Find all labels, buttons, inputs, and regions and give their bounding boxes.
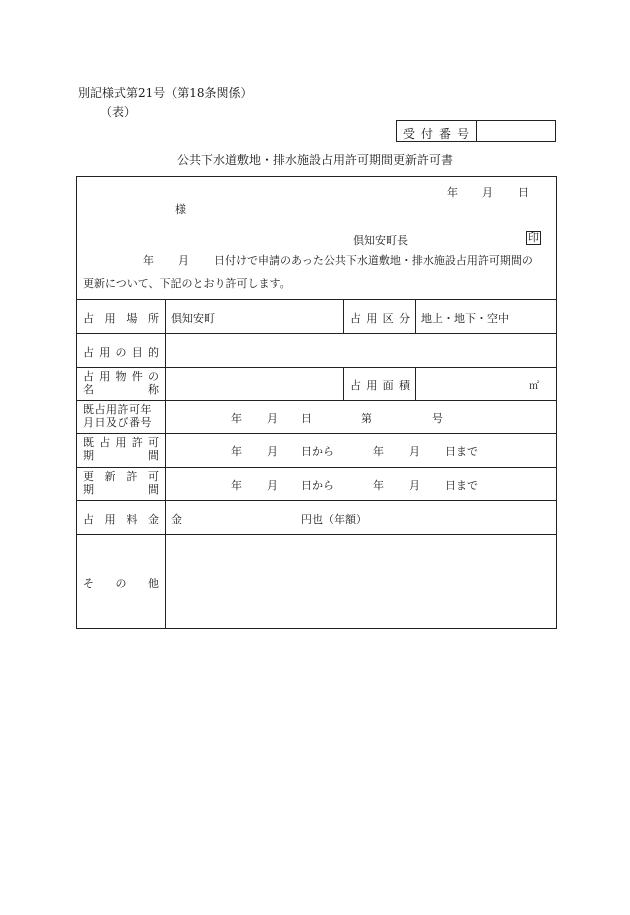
label-char: 用: [104, 312, 116, 325]
label-char: 積: [398, 379, 410, 392]
fee-label: [83, 511, 159, 527]
previous-from-year: 年: [231, 445, 242, 458]
label-char: 他: [148, 577, 159, 590]
label-char: 場: [126, 312, 138, 325]
form-reference: 別記様式第21号（第18条関係）: [78, 86, 253, 100]
previous-permit-day: 日: [301, 412, 312, 425]
renewal-to-month: 月: [409, 479, 420, 492]
issuer-name: 倶知安町長: [353, 234, 408, 247]
previous-permit-month: 月: [267, 412, 278, 425]
label-char: の: [115, 577, 127, 590]
other-field[interactable]: [166, 535, 555, 628]
label-char: そ: [83, 577, 94, 590]
previous-period-label-line2: [83, 449, 159, 462]
previous-period-label-line1: [83, 436, 159, 449]
label-char: 新: [104, 470, 116, 483]
label-char: の: [115, 346, 127, 359]
receipt-label-char: 番: [438, 127, 451, 141]
recipient-suffix: 様: [175, 203, 186, 216]
label-char: 称: [148, 383, 159, 396]
label-char: 占: [83, 370, 94, 383]
row-divider: [77, 433, 556, 434]
renewal-from-month: 月: [267, 479, 278, 492]
label-char: 区: [382, 312, 394, 325]
previous-to-month: 月: [409, 445, 420, 458]
label-char: 間: [148, 483, 159, 496]
notice-text-line2: 更新について、下記のとおり許可します。: [83, 277, 291, 290]
column-divider: [343, 299, 344, 333]
label-char: 分: [398, 312, 410, 325]
label-char: 名: [83, 383, 94, 396]
label-char: 既: [83, 436, 94, 449]
object-label-line1: [83, 370, 159, 383]
date-month-label: 月: [482, 186, 493, 199]
label-char: 所: [147, 312, 159, 325]
notice-text-line1: 日付けで申請のあった公共下水道敷地・排水施設占用許可期間の: [214, 254, 533, 267]
label-char: 的: [148, 346, 159, 359]
label-char: 占: [83, 513, 94, 526]
object-name-field[interactable]: [166, 368, 342, 399]
renewal-period-label-line2: [83, 483, 159, 496]
label-char: 用: [366, 379, 378, 392]
label-char: 期: [83, 449, 94, 462]
column-divider: [415, 367, 416, 400]
receipt-number-box: [396, 120, 556, 142]
previous-from-month: 月: [267, 445, 278, 458]
object-label-line2: [83, 383, 159, 396]
label-char: 用: [115, 436, 127, 449]
renewal-from-year: 年: [231, 479, 242, 492]
location-value[interactable]: 倶知安町: [171, 312, 215, 325]
previous-permit-no-prefix: 第: [361, 412, 372, 425]
receipt-number-field[interactable]: [477, 121, 555, 141]
label-char: 許: [126, 470, 138, 483]
location-label: [83, 310, 159, 326]
category-value[interactable]: 地上・地下・空中: [421, 312, 509, 325]
label-char: 占: [83, 312, 94, 325]
label-char: 件: [131, 370, 143, 383]
label-char: 可: [148, 436, 159, 449]
receipt-label-char: 受: [403, 127, 416, 141]
purpose-field[interactable]: [166, 334, 555, 366]
fee-suffix: 円也（年額）: [301, 513, 367, 526]
previous-permit-label-line1: 既占用許可年: [83, 403, 152, 416]
label-char: 更: [83, 470, 94, 483]
row-divider: [77, 400, 556, 401]
row-divider: [77, 467, 556, 468]
receipt-label-char: 号: [456, 127, 469, 141]
previous-from-day: 日から: [301, 445, 334, 458]
row-divider: [77, 500, 556, 501]
previous-permit-year: 年: [231, 412, 242, 425]
permit-table: [76, 176, 557, 629]
column-divider: [343, 367, 344, 400]
purpose-label: [83, 344, 159, 360]
label-char: 料: [126, 513, 138, 526]
renewal-period-label-line1: [83, 470, 159, 483]
previous-to-year: 年: [373, 445, 384, 458]
label-char: 面: [382, 379, 394, 392]
document-title: 公共下水道敷地・排水施設占用許可期間更新許可書: [176, 153, 453, 167]
column-divider: [415, 299, 416, 333]
label-char: の: [148, 370, 159, 383]
renewal-to-year: 年: [373, 479, 384, 492]
label-char: 用: [99, 346, 111, 359]
previous-permit-label-line2: 月日及び番号: [83, 416, 152, 429]
previous-to-day: 日まで: [445, 445, 478, 458]
form-side: （表）: [100, 105, 137, 119]
row-divider: [77, 299, 556, 300]
label-char: 占: [350, 312, 361, 325]
notice-year: 年: [143, 254, 154, 267]
label-char: 期: [83, 483, 94, 496]
label-char: 占: [99, 436, 111, 449]
area-label: [350, 377, 410, 393]
fee-prefix: 金: [171, 513, 182, 526]
label-char: 許: [131, 436, 143, 449]
label-char: 用: [104, 513, 116, 526]
label-char: 物: [115, 370, 127, 383]
date-day-label: 日: [518, 186, 529, 199]
notice-month: 月: [178, 254, 189, 267]
renewal-to-day: 日まで: [445, 479, 478, 492]
other-label: [83, 575, 159, 591]
label-char: 用: [99, 370, 111, 383]
label-char: 可: [147, 470, 159, 483]
previous-permit-no-suffix: 号: [432, 412, 443, 425]
label-char: 用: [366, 312, 378, 325]
category-label: [350, 310, 410, 326]
seal-mark: 印: [528, 231, 539, 244]
receipt-number-label: [403, 125, 469, 142]
label-char: 占: [350, 379, 361, 392]
label-char: 金: [147, 513, 159, 526]
area-unit: ㎡: [529, 381, 539, 392]
receipt-label-char: 付: [420, 127, 433, 141]
label-char: 間: [148, 449, 159, 462]
label-char: 目: [131, 346, 143, 359]
label-char: 占: [83, 346, 94, 359]
date-year-label: 年: [447, 186, 458, 199]
renewal-from-day: 日から: [301, 479, 334, 492]
